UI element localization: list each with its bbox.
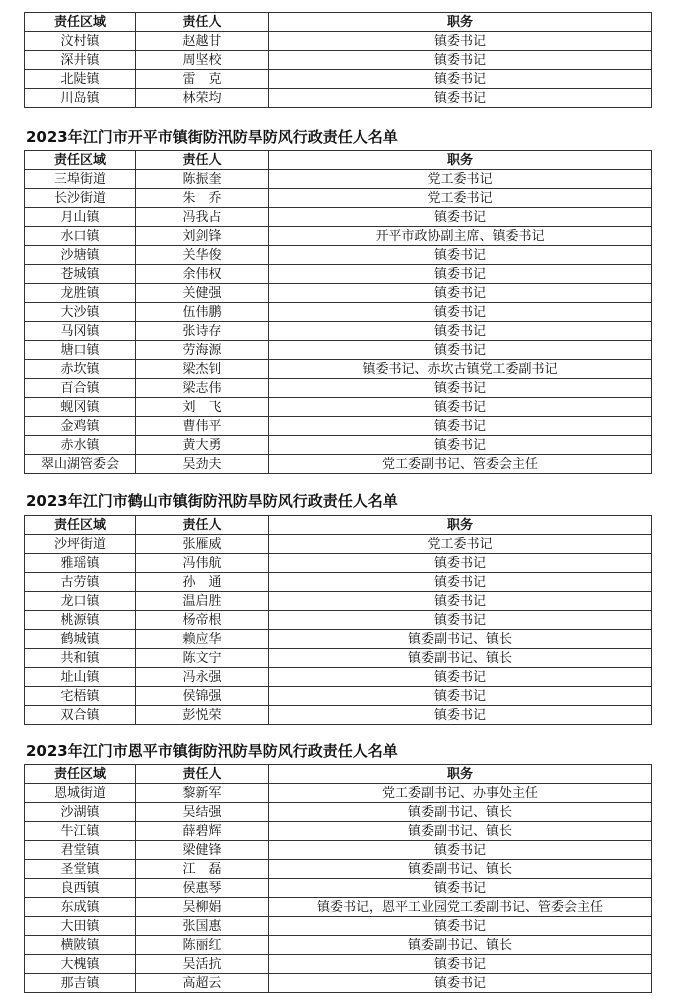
table-row (25, 436, 652, 455)
cell-region: 沙湖镇 (25, 803, 136, 822)
cell-region: 三埠街道 (25, 170, 136, 189)
table-row (25, 879, 652, 898)
table-row (25, 668, 652, 687)
table-row (25, 284, 652, 303)
table-row (25, 246, 652, 265)
cell-position: 镇委副书记、镇长 (269, 936, 652, 955)
cell-position: 镇委书记 (269, 303, 652, 322)
cell-region: 蚬冈镇 (25, 398, 136, 417)
cell-region: 深井镇 (25, 51, 136, 70)
cell-position: 镇委书记 (269, 554, 652, 573)
cell-region: 那吉镇 (25, 974, 136, 993)
table-row (25, 303, 652, 322)
cell-person: 温启胜 (136, 592, 269, 611)
cell-person: 江 磊 (136, 860, 269, 879)
cell-position: 镇委书记 (269, 89, 652, 108)
cell-person: 吴劲夫 (136, 455, 269, 474)
cell-person: 梁志伟 (136, 379, 269, 398)
cell-position: 党工委副书记、办事处主任 (269, 784, 652, 803)
table-row (25, 341, 652, 360)
table-row (25, 611, 652, 630)
cell-region: 马冈镇 (25, 322, 136, 341)
cell-region: 大田镇 (25, 917, 136, 936)
cell-position: 镇委副书记、镇长 (269, 803, 652, 822)
cell-position: 镇委书记 (269, 379, 652, 398)
cell-region: 塘口镇 (25, 341, 136, 360)
table-row (25, 860, 652, 879)
cell-region: 水口镇 (25, 227, 136, 246)
table-row (25, 955, 652, 974)
table-row (25, 822, 652, 841)
header-region: 责任区域 (25, 151, 136, 170)
table-row (25, 803, 652, 822)
header-person: 责任人 (136, 13, 269, 32)
cell-person: 林荣均 (136, 89, 269, 108)
cell-person: 余伟权 (136, 265, 269, 284)
responsibility-table (24, 12, 652, 108)
cell-position: 镇委书记 (269, 974, 652, 993)
cell-region: 古劳镇 (25, 573, 136, 592)
table-row (25, 32, 652, 51)
cell-region: 鹤城镇 (25, 630, 136, 649)
cell-person: 陈文宁 (136, 649, 269, 668)
cell-position: 镇委书记 (269, 611, 652, 630)
table-row (25, 917, 652, 936)
cell-person: 关健强 (136, 284, 269, 303)
cell-position: 党工委书记 (269, 189, 652, 208)
cell-person: 梁杰钊 (136, 360, 269, 379)
cell-person: 冯永强 (136, 668, 269, 687)
cell-person: 张国惠 (136, 917, 269, 936)
cell-position: 镇委书记 (269, 341, 652, 360)
table-row (25, 784, 652, 803)
cell-person: 张诗存 (136, 322, 269, 341)
responsibility-table (24, 764, 652, 993)
cell-position: 镇委书记 (269, 398, 652, 417)
table-row (25, 227, 652, 246)
cell-person: 冯伟航 (136, 554, 269, 573)
cell-region: 良西镇 (25, 879, 136, 898)
table-row (25, 592, 652, 611)
table-section-heshan (24, 515, 651, 725)
table-row (25, 898, 652, 917)
cell-region: 东成镇 (25, 898, 136, 917)
cell-position: 镇委副书记、镇长 (269, 649, 652, 668)
header-person: 责任人 (136, 765, 269, 784)
table-row (25, 573, 652, 592)
table-row (25, 974, 652, 993)
header-position: 职务 (269, 13, 652, 32)
table-row (25, 170, 652, 189)
header-person: 责任人 (136, 151, 269, 170)
cell-person: 张雁威 (136, 535, 269, 554)
cell-region: 圣堂镇 (25, 860, 136, 879)
responsibility-table (24, 515, 652, 725)
cell-region: 双合镇 (25, 706, 136, 725)
cell-position: 镇委书记 (269, 417, 652, 436)
table-row (25, 265, 652, 284)
cell-region: 北陡镇 (25, 70, 136, 89)
cell-position: 镇委书记 (269, 706, 652, 725)
cell-region: 苍城镇 (25, 265, 136, 284)
table-row (25, 398, 652, 417)
header-position: 职务 (269, 765, 652, 784)
cell-position: 镇委书记 (269, 70, 652, 89)
cell-person: 孙 通 (136, 573, 269, 592)
table-row (25, 417, 652, 436)
cell-person: 陈丽红 (136, 936, 269, 955)
cell-region: 恩城街道 (25, 784, 136, 803)
cell-person: 杨帝根 (136, 611, 269, 630)
section-title-kaiping: 2023年江门市开平市镇街防汛防旱防风行政责任人名单 (26, 128, 398, 146)
table-row (25, 630, 652, 649)
cell-person: 薛碧辉 (136, 822, 269, 841)
cell-person: 赖应华 (136, 630, 269, 649)
cell-person: 冯我占 (136, 208, 269, 227)
cell-region: 沙塘镇 (25, 246, 136, 265)
cell-region: 川岛镇 (25, 89, 136, 108)
header-region: 责任区域 (25, 13, 136, 32)
header-region: 责任区域 (25, 765, 136, 784)
cell-region: 沙坪街道 (25, 535, 136, 554)
cell-position: 镇委书记 (269, 322, 652, 341)
table-row (25, 322, 652, 341)
cell-region: 龙口镇 (25, 592, 136, 611)
header-position: 职务 (269, 151, 652, 170)
table-row (25, 687, 652, 706)
header-position: 职务 (269, 516, 652, 535)
cell-position: 镇委书记，恩平工业园党工委副书记、管委会主任 (269, 898, 652, 917)
table-row (25, 649, 652, 668)
header-person: 责任人 (136, 516, 269, 535)
table-header-row (25, 516, 652, 535)
cell-person: 赵越甘 (136, 32, 269, 51)
table-header-row (25, 151, 652, 170)
cell-position: 镇委书记 (269, 955, 652, 974)
table-row (25, 455, 652, 474)
cell-position: 开平市政协副主席、镇委书记 (269, 227, 652, 246)
cell-region: 赤水镇 (25, 436, 136, 455)
cell-region: 大沙镇 (25, 303, 136, 322)
cell-person: 侯锦强 (136, 687, 269, 706)
table-header-row (25, 765, 652, 784)
table-row (25, 535, 652, 554)
table-row (25, 360, 652, 379)
cell-position: 党工委书记 (269, 535, 652, 554)
table-row (25, 51, 652, 70)
cell-region: 龙胜镇 (25, 284, 136, 303)
table-row (25, 189, 652, 208)
table-section-enping (24, 764, 651, 993)
table-header-row (25, 13, 652, 32)
cell-person: 彭悦荣 (136, 706, 269, 725)
table-row (25, 208, 652, 227)
cell-person: 伍伟鹏 (136, 303, 269, 322)
cell-person: 刘剑锋 (136, 227, 269, 246)
cell-person: 吴结强 (136, 803, 269, 822)
cell-region: 金鸡镇 (25, 417, 136, 436)
cell-position: 党工委书记 (269, 170, 652, 189)
responsibility-table (24, 150, 652, 474)
cell-position: 镇委书记 (269, 246, 652, 265)
cell-position: 镇委书记 (269, 573, 652, 592)
cell-position: 镇委书记 (269, 436, 652, 455)
cell-person: 吴活抗 (136, 955, 269, 974)
cell-region: 共和镇 (25, 649, 136, 668)
cell-person: 黎新军 (136, 784, 269, 803)
cell-position: 镇委书记、赤坎古镇党工委副书记 (269, 360, 652, 379)
cell-region: 址山镇 (25, 668, 136, 687)
cell-person: 劳海源 (136, 341, 269, 360)
table-row (25, 936, 652, 955)
section-title-enping: 2023年江门市恩平市镇街防汛防旱防风行政责任人名单 (26, 742, 398, 760)
section-title-heshan: 2023年江门市鹤山市镇街防汛防旱防风行政责任人名单 (26, 492, 398, 510)
cell-region: 宅梧镇 (25, 687, 136, 706)
cell-person: 关华俊 (136, 246, 269, 265)
cell-position: 镇委副书记、镇长 (269, 860, 652, 879)
table-row (25, 89, 652, 108)
cell-region: 雅瑶镇 (25, 554, 136, 573)
cell-person: 刘 飞 (136, 398, 269, 417)
cell-region: 翠山湖管委会 (25, 455, 136, 474)
cell-position: 镇委书记 (269, 592, 652, 611)
cell-person: 雷 克 (136, 70, 269, 89)
cell-region: 汶村镇 (25, 32, 136, 51)
cell-region: 大槐镇 (25, 955, 136, 974)
cell-person: 高超云 (136, 974, 269, 993)
cell-position: 镇委书记 (269, 265, 652, 284)
table-row (25, 706, 652, 725)
cell-position: 镇委书记 (269, 51, 652, 70)
cell-position: 镇委书记 (269, 841, 652, 860)
cell-position: 镇委副书记、镇长 (269, 822, 652, 841)
cell-region: 月山镇 (25, 208, 136, 227)
table-row (25, 379, 652, 398)
cell-position: 镇委书记 (269, 32, 652, 51)
cell-position: 镇委书记 (269, 208, 652, 227)
table-section-kaiping (24, 150, 651, 474)
cell-position: 镇委书记 (269, 687, 652, 706)
cell-person: 陈振奎 (136, 170, 269, 189)
cell-position: 镇委书记 (269, 879, 652, 898)
cell-person: 梁健锋 (136, 841, 269, 860)
cell-person: 周坚校 (136, 51, 269, 70)
cell-region: 桃源镇 (25, 611, 136, 630)
cell-person: 曹伟平 (136, 417, 269, 436)
cell-position: 镇委书记 (269, 668, 652, 687)
header-region: 责任区域 (25, 516, 136, 535)
cell-position: 党工委副书记、管委会主任 (269, 455, 652, 474)
table-row (25, 841, 652, 860)
cell-position: 镇委副书记、镇长 (269, 630, 652, 649)
cell-region: 横陂镇 (25, 936, 136, 955)
cell-region: 牛江镇 (25, 822, 136, 841)
cell-region: 百合镇 (25, 379, 136, 398)
cell-person: 侯惠琴 (136, 879, 269, 898)
cell-person: 吴柳娟 (136, 898, 269, 917)
table-row (25, 554, 652, 573)
cell-region: 赤坎镇 (25, 360, 136, 379)
cell-person: 朱 乔 (136, 189, 269, 208)
cell-position: 镇委书记 (269, 917, 652, 936)
table-row (25, 70, 652, 89)
cell-region: 君堂镇 (25, 841, 136, 860)
cell-position: 镇委书记 (269, 284, 652, 303)
table-section-taishan (24, 12, 651, 108)
cell-region: 长沙街道 (25, 189, 136, 208)
cell-person: 黄大勇 (136, 436, 269, 455)
